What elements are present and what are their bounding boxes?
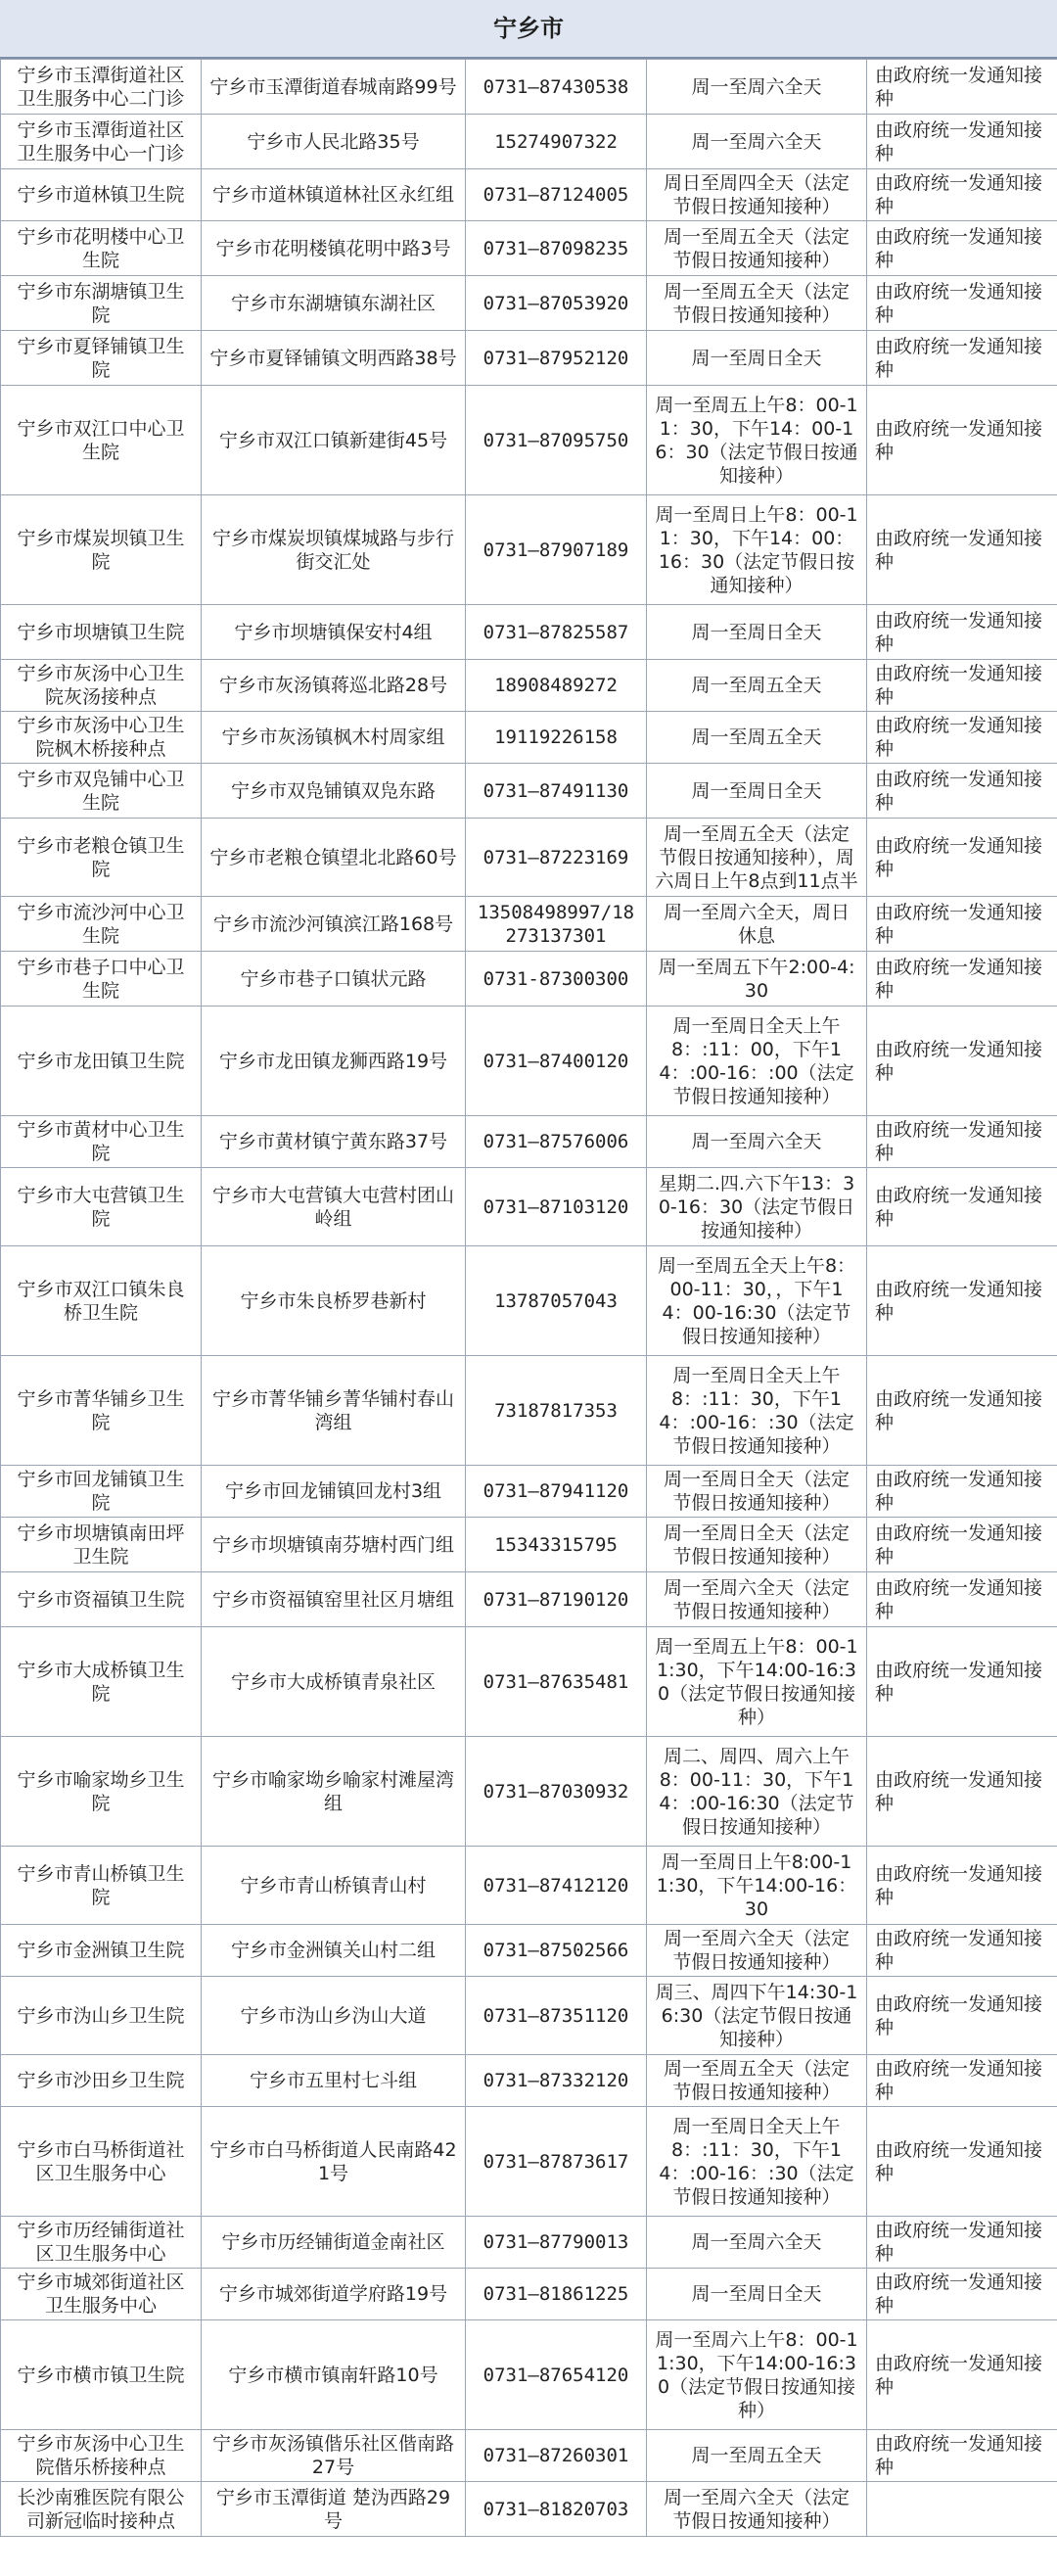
site-hours-cell: 周一至周日全天 xyxy=(647,764,867,819)
site-name-cell: 宁乡市灰汤中心卫生院偕乐桥接种点 xyxy=(1,2430,202,2482)
site-phone-cell: 0731—81861225 xyxy=(466,2269,647,2320)
site-hours-cell: 周一至周日全天上午8：:11：00，下午14：:00-16：:00（法定节假日按通知接种） xyxy=(647,1007,867,1116)
site-address-cell: 宁乡市沩山乡沩山大道 xyxy=(202,1977,466,2055)
site-name-cell: 宁乡市龙田镇卫生院 xyxy=(1,1007,202,1116)
site-phone-cell: 0731—87412120 xyxy=(466,1847,647,1925)
site-address-cell: 宁乡市横市镇南轩路10号 xyxy=(202,2320,466,2430)
table-row xyxy=(1,331,1057,386)
site-phone-cell: 15343315795 xyxy=(466,1518,647,1572)
site-phone-cell: 18908489272 xyxy=(466,660,647,712)
site-name-cell: 宁乡市坝塘镇南田坪卫生院 xyxy=(1,1518,202,1572)
table-row xyxy=(1,712,1057,764)
site-hours-cell: 周一至周五下午2:00-4:30 xyxy=(647,952,867,1007)
table-row xyxy=(1,386,1057,495)
site-address-cell: 宁乡市黄材镇宁黄东路37号 xyxy=(202,1116,466,1168)
table-row xyxy=(1,1246,1057,1356)
vaccination-sites-table xyxy=(0,59,1057,2537)
site-hours-cell: 周一至周六全天（法定节假日按通知接种） xyxy=(647,1925,867,1977)
site-note-cell: 由政府统一发通知接种 xyxy=(867,1977,1057,2055)
site-phone-cell: 0731—81820703 xyxy=(466,2482,647,2537)
site-note-cell: 由政府统一发通知接种 xyxy=(867,1737,1057,1847)
site-note-cell: 由政府统一发通知接种 xyxy=(867,1925,1057,1977)
table-row xyxy=(1,605,1057,660)
table-row xyxy=(1,1925,1057,1977)
site-hours-cell: 周一至周六全天 xyxy=(647,115,867,169)
site-hours-cell: 周一至周五上午8：00-11：30，下午14：00-16：30（法定节假日按通知接种） xyxy=(647,386,867,495)
site-name-cell: 长沙南雅医院有限公司新冠临时接种点 xyxy=(1,2482,202,2537)
site-note-cell: 由政府统一发通知接种 xyxy=(867,1572,1057,1627)
site-phone-cell: 15274907322 xyxy=(466,115,647,169)
site-name-cell: 宁乡市沩山乡卫生院 xyxy=(1,1977,202,2055)
site-name-cell: 宁乡市沙田乡卫生院 xyxy=(1,2055,202,2107)
site-phone-cell: 0731—87190120 xyxy=(466,1572,647,1627)
table-row xyxy=(1,1627,1057,1737)
site-note-cell: 由政府统一发通知接种 xyxy=(867,1246,1057,1356)
site-hours-cell: 周一至周六全天 xyxy=(647,2217,867,2269)
site-hours-cell: 周日至周四全天（法定节假日按通知接种） xyxy=(647,169,867,221)
table-row xyxy=(1,169,1057,221)
site-address-cell: 宁乡市夏铎铺镇文明西路38号 xyxy=(202,331,466,386)
site-note-cell: 由政府统一发通知接种 xyxy=(867,660,1057,712)
site-phone-cell: 0731—87941120 xyxy=(466,1466,647,1518)
site-hours-cell: 周一至周五上午8：00-11:30，下午14:00-16:30（法定节假日按通知接种） xyxy=(647,1627,867,1737)
site-name-cell: 宁乡市大成桥镇卫生院 xyxy=(1,1627,202,1737)
site-address-cell: 宁乡市资福镇窑里社区月塘组 xyxy=(202,1572,466,1627)
site-phone-cell: 0731—87332120 xyxy=(466,2055,647,2107)
site-note-cell: 由政府统一发通知接种 xyxy=(867,1518,1057,1572)
site-phone-cell: 0731—87430538 xyxy=(466,60,647,115)
table-row xyxy=(1,2482,1057,2537)
site-note-cell xyxy=(867,2482,1057,2537)
site-address-cell: 宁乡市老粮仓镇望北北路60号 xyxy=(202,819,466,897)
site-phone-cell: 0731—87790013 xyxy=(466,2217,647,2269)
site-address-cell: 宁乡市回龙铺镇回龙村3组 xyxy=(202,1466,466,1518)
site-phone-cell: 0731—87095750 xyxy=(466,386,647,495)
site-address-cell: 宁乡市东湖塘镇东湖社区 xyxy=(202,276,466,331)
site-address-cell: 宁乡市历经铺街道金南社区 xyxy=(202,2217,466,2269)
site-hours-cell: 周一至周日上午8：00-11：30，下午14：00：16：30（法定节假日按通知接种） xyxy=(647,495,867,605)
site-name-cell: 宁乡市坝塘镇卫生院 xyxy=(1,605,202,660)
site-address-cell: 宁乡市朱良桥罗巷新村 xyxy=(202,1246,466,1356)
site-note-cell: 由政府统一发通知接种 xyxy=(867,1116,1057,1168)
table-row xyxy=(1,115,1057,169)
site-hours-cell: 周一至周日全天（法定节假日按通知接种） xyxy=(647,1466,867,1518)
site-address-cell: 宁乡市灰汤镇偕乐社区偕南路27号 xyxy=(202,2430,466,2482)
table-row xyxy=(1,819,1057,897)
site-hours-cell: 周一至周日全天 xyxy=(647,605,867,660)
table-row xyxy=(1,952,1057,1007)
site-name-cell: 宁乡市历经铺街道社区卫生服务中心 xyxy=(1,2217,202,2269)
table-row xyxy=(1,2217,1057,2269)
site-note-cell: 由政府统一发通知接种 xyxy=(867,2217,1057,2269)
table-row xyxy=(1,1847,1057,1925)
site-address-cell: 宁乡市菁华铺乡菁华铺村春山湾组 xyxy=(202,1356,466,1466)
site-name-cell: 宁乡市花明楼中心卫生院 xyxy=(1,221,202,276)
site-note-cell: 由政府统一发通知接种 xyxy=(867,1847,1057,1925)
site-address-cell: 宁乡市大成桥镇青泉社区 xyxy=(202,1627,466,1737)
site-phone-cell: 13508498997/18273137301 xyxy=(466,897,647,952)
site-note-cell: 由政府统一发通知接种 xyxy=(867,1466,1057,1518)
site-phone-cell: 0731—87576006 xyxy=(466,1116,647,1168)
site-note-cell: 由政府统一发通知接种 xyxy=(867,2107,1057,2217)
site-name-cell: 宁乡市双江口中心卫生院 xyxy=(1,386,202,495)
site-address-cell: 宁乡市坝塘镇保安村4组 xyxy=(202,605,466,660)
site-address-cell: 宁乡市金洲镇关山村二组 xyxy=(202,1925,466,1977)
site-phone-cell: 0731—87053920 xyxy=(466,276,647,331)
site-name-cell: 宁乡市双凫铺中心卫生院 xyxy=(1,764,202,819)
site-phone-cell: 0731-87300300 xyxy=(466,952,647,1007)
table-row xyxy=(1,1356,1057,1466)
site-name-cell: 宁乡市灰汤中心卫生院枫木桥接种点 xyxy=(1,712,202,764)
site-note-cell: 由政府统一发通知接种 xyxy=(867,2269,1057,2320)
site-name-cell: 宁乡市灰汤中心卫生院灰汤接种点 xyxy=(1,660,202,712)
table-row xyxy=(1,897,1057,952)
table-row xyxy=(1,2107,1057,2217)
site-hours-cell: 周一至周五全天（法定节假日按通知接种） xyxy=(647,276,867,331)
site-note-cell: 由政府统一发通知接种 xyxy=(867,605,1057,660)
site-hours-cell: 周一至周六上午8：00-11:30，下午14:00-16:30（法定节假日按通知接种） xyxy=(647,2320,867,2430)
site-hours-cell: 周一至周日全天 xyxy=(647,331,867,386)
site-note-cell: 由政府统一发通知接种 xyxy=(867,1007,1057,1116)
site-address-cell: 宁乡市流沙河镇滨江路168号 xyxy=(202,897,466,952)
site-name-cell: 宁乡市东湖塘镇卫生院 xyxy=(1,276,202,331)
site-hours-cell: 周一至周五全天 xyxy=(647,2430,867,2482)
table-row xyxy=(1,1737,1057,1847)
site-address-cell: 宁乡市灰汤镇枫木村周家组 xyxy=(202,712,466,764)
site-name-cell: 宁乡市夏铎铺镇卫生院 xyxy=(1,331,202,386)
site-note-cell: 由政府统一发通知接种 xyxy=(867,331,1057,386)
site-phone-cell: 0731—87873617 xyxy=(466,2107,647,2217)
site-phone-cell: 0731—87907189 xyxy=(466,495,647,605)
site-note-cell: 由政府统一发通知接种 xyxy=(867,764,1057,819)
site-phone-cell: 0731—87952120 xyxy=(466,331,647,386)
site-name-cell: 宁乡市流沙河中心卫生院 xyxy=(1,897,202,952)
site-note-cell: 由政府统一发通知接种 xyxy=(867,276,1057,331)
site-name-cell: 宁乡市黄材中心卫生院 xyxy=(1,1116,202,1168)
site-name-cell: 宁乡市喻家坳乡卫生院 xyxy=(1,1737,202,1847)
site-note-cell: 由政府统一发通知接种 xyxy=(867,2430,1057,2482)
table-row xyxy=(1,2430,1057,2482)
site-phone-cell: 19119226158 xyxy=(466,712,647,764)
site-note-cell: 由政府统一发通知接种 xyxy=(867,1168,1057,1246)
site-note-cell: 由政府统一发通知接种 xyxy=(867,1627,1057,1737)
site-name-cell: 宁乡市煤炭坝镇卫生院 xyxy=(1,495,202,605)
site-address-cell: 宁乡市煤炭坝镇煤城路与步行街交汇处 xyxy=(202,495,466,605)
table-row xyxy=(1,276,1057,331)
site-name-cell: 宁乡市横市镇卫生院 xyxy=(1,2320,202,2430)
site-hours-cell: 周一至周六全天（法定节假日按通知接种） xyxy=(647,2482,867,2537)
site-hours-cell: 周一至周日全天 xyxy=(647,2269,867,2320)
site-address-cell: 宁乡市玉潭街道 楚沩西路29号 xyxy=(202,2482,466,2537)
site-hours-cell: 周一至周日上午8:00-11:30，下午14:00-16：30 xyxy=(647,1847,867,1925)
site-name-cell: 宁乡市资福镇卫生院 xyxy=(1,1572,202,1627)
site-note-cell: 由政府统一发通知接种 xyxy=(867,115,1057,169)
site-name-cell: 宁乡市回龙铺镇卫生院 xyxy=(1,1466,202,1518)
site-address-cell: 宁乡市白马桥街道人民南路421号 xyxy=(202,2107,466,2217)
site-note-cell: 由政府统一发通知接种 xyxy=(867,169,1057,221)
table-row xyxy=(1,1116,1057,1168)
site-note-cell: 由政府统一发通知接种 xyxy=(867,386,1057,495)
table-row xyxy=(1,221,1057,276)
site-phone-cell: 0731—87825587 xyxy=(466,605,647,660)
site-phone-cell: 0731—87351120 xyxy=(466,1977,647,2055)
site-note-cell: 由政府统一发通知接种 xyxy=(867,221,1057,276)
site-name-cell: 宁乡市道林镇卫生院 xyxy=(1,169,202,221)
site-address-cell: 宁乡市双凫铺镇双凫东路 xyxy=(202,764,466,819)
site-name-cell: 宁乡市菁华铺乡卫生院 xyxy=(1,1356,202,1466)
site-hours-cell: 周一至周六全天，周日休息 xyxy=(647,897,867,952)
site-hours-cell: 周一至周日全天上午8：:11：30，下午14：:00-16：:30（法定节假日按通知接种） xyxy=(647,2107,867,2217)
table-row xyxy=(1,2055,1057,2107)
site-hours-cell: 周一至周五全天（法定节假日按通知接种） xyxy=(647,221,867,276)
site-name-cell: 宁乡市白马桥街道社区卫生服务中心 xyxy=(1,2107,202,2217)
site-name-cell: 宁乡市老粮仓镇卫生院 xyxy=(1,819,202,897)
site-phone-cell: 0731—87223169 xyxy=(466,819,647,897)
site-note-cell: 由政府统一发通知接种 xyxy=(867,1356,1057,1466)
site-address-cell: 宁乡市巷子口镇状元路 xyxy=(202,952,466,1007)
site-hours-cell: 周一至周六全天（法定节假日按通知接种） xyxy=(647,1572,867,1627)
site-hours-cell: 周一至周五全天 xyxy=(647,712,867,764)
site-phone-cell: 0731—87502566 xyxy=(466,1925,647,1977)
site-note-cell: 由政府统一发通知接种 xyxy=(867,495,1057,605)
table-row xyxy=(1,1466,1057,1518)
site-address-cell: 宁乡市坝塘镇南芬塘村西门组 xyxy=(202,1518,466,1572)
site-name-cell: 宁乡市双江口镇朱良桥卫生院 xyxy=(1,1246,202,1356)
site-hours-cell: 周一至周六全天 xyxy=(647,60,867,115)
site-hours-cell: 周一至周六全天 xyxy=(647,1116,867,1168)
table-row xyxy=(1,2269,1057,2320)
site-address-cell: 宁乡市灰汤镇蒋巡北路28号 xyxy=(202,660,466,712)
table-row xyxy=(1,660,1057,712)
site-name-cell: 宁乡市玉潭街道社区卫生服务中心二门诊 xyxy=(1,60,202,115)
site-note-cell: 由政府统一发通知接种 xyxy=(867,897,1057,952)
table-row xyxy=(1,764,1057,819)
site-name-cell: 宁乡市城郊街道社区卫生服务中心 xyxy=(1,2269,202,2320)
site-phone-cell: 0731—87654120 xyxy=(466,2320,647,2430)
table-row xyxy=(1,1007,1057,1116)
site-note-cell: 由政府统一发通知接种 xyxy=(867,819,1057,897)
site-hours-cell: 周一至周日全天（法定节假日按通知接种） xyxy=(647,1518,867,1572)
site-note-cell: 由政府统一发通知接种 xyxy=(867,60,1057,115)
site-hours-cell: 周一至周五全天（法定节假日按通知接种），周六周日上午8点到11点半 xyxy=(647,819,867,897)
site-name-cell: 宁乡市巷子口中心卫生院 xyxy=(1,952,202,1007)
site-phone-cell: 0731—87635481 xyxy=(466,1627,647,1737)
site-phone-cell: 0731—87491130 xyxy=(466,764,647,819)
site-address-cell: 宁乡市龙田镇龙狮西路19号 xyxy=(202,1007,466,1116)
site-address-cell: 宁乡市玉潭街道春城南路99号 xyxy=(202,60,466,115)
site-note-cell: 由政府统一发通知接种 xyxy=(867,712,1057,764)
site-address-cell: 宁乡市大屯营镇大屯营村团山岭组 xyxy=(202,1168,466,1246)
site-phone-cell: 0731—87260301 xyxy=(466,2430,647,2482)
site-name-cell: 宁乡市青山桥镇卫生院 xyxy=(1,1847,202,1925)
site-name-cell: 宁乡市大屯营镇卫生院 xyxy=(1,1168,202,1246)
site-phone-cell: 13787057043 xyxy=(466,1246,647,1356)
site-name-cell: 宁乡市金洲镇卫生院 xyxy=(1,1925,202,1977)
site-address-cell: 宁乡市人民北路35号 xyxy=(202,115,466,169)
site-address-cell: 宁乡市五里村七斗组 xyxy=(202,2055,466,2107)
site-address-cell: 宁乡市喻家坳乡喻家村滩屋湾组 xyxy=(202,1737,466,1847)
table-row xyxy=(1,1518,1057,1572)
table-row xyxy=(1,1977,1057,2055)
site-hours-cell: 周二、周四、周六上午8：00-11：30，下午14：:00-16:30（法定节假日按通知接种） xyxy=(647,1737,867,1847)
site-phone-cell: 0731—87124005 xyxy=(466,169,647,221)
site-address-cell: 宁乡市道林镇道林社区永红组 xyxy=(202,169,466,221)
site-hours-cell: 周一至周五全天 xyxy=(647,660,867,712)
table-title: 宁乡市 xyxy=(0,0,1057,59)
site-phone-cell: 0731—87098235 xyxy=(466,221,647,276)
site-phone-cell: 0731—87030932 xyxy=(466,1737,647,1847)
site-hours-cell: 周一至周五全天（法定节假日按通知接种） xyxy=(647,2055,867,2107)
site-note-cell: 由政府统一发通知接种 xyxy=(867,952,1057,1007)
table-row xyxy=(1,60,1057,115)
site-hours-cell: 星期二.四.六下午13：30-16：30（法定节假日按通知接种） xyxy=(647,1168,867,1246)
site-phone-cell: 0731—87400120 xyxy=(466,1007,647,1116)
site-address-cell: 宁乡市城郊街道学府路19号 xyxy=(202,2269,466,2320)
site-address-cell: 宁乡市花明楼镇花明中路3号 xyxy=(202,221,466,276)
site-name-cell: 宁乡市玉潭街道社区卫生服务中心一门诊 xyxy=(1,115,202,169)
site-address-cell: 宁乡市双江口镇新建街45号 xyxy=(202,386,466,495)
site-hours-cell: 周一至周日全天上午8：:11：30，下午14：:00-16：:30（法定节假日按通知接种） xyxy=(647,1356,867,1466)
table-body xyxy=(1,60,1057,2537)
table-row xyxy=(1,2320,1057,2430)
site-note-cell: 由政府统一发通知接种 xyxy=(867,2055,1057,2107)
site-hours-cell: 周三、周四下午14:30-16:30（法定节假日按通知接种） xyxy=(647,1977,867,2055)
site-hours-cell: 周一至周五全天上午8：00-11：30，，下午14：00-16:30（法定节假日按通知接种） xyxy=(647,1246,867,1356)
table-row xyxy=(1,1168,1057,1246)
site-address-cell: 宁乡市青山桥镇青山村 xyxy=(202,1847,466,1925)
table-row xyxy=(1,1572,1057,1627)
site-phone-cell: 0731—87103120 xyxy=(466,1168,647,1246)
site-note-cell: 由政府统一发通知接种 xyxy=(867,2320,1057,2430)
site-phone-cell: 73187817353 xyxy=(466,1356,647,1466)
table-row xyxy=(1,495,1057,605)
